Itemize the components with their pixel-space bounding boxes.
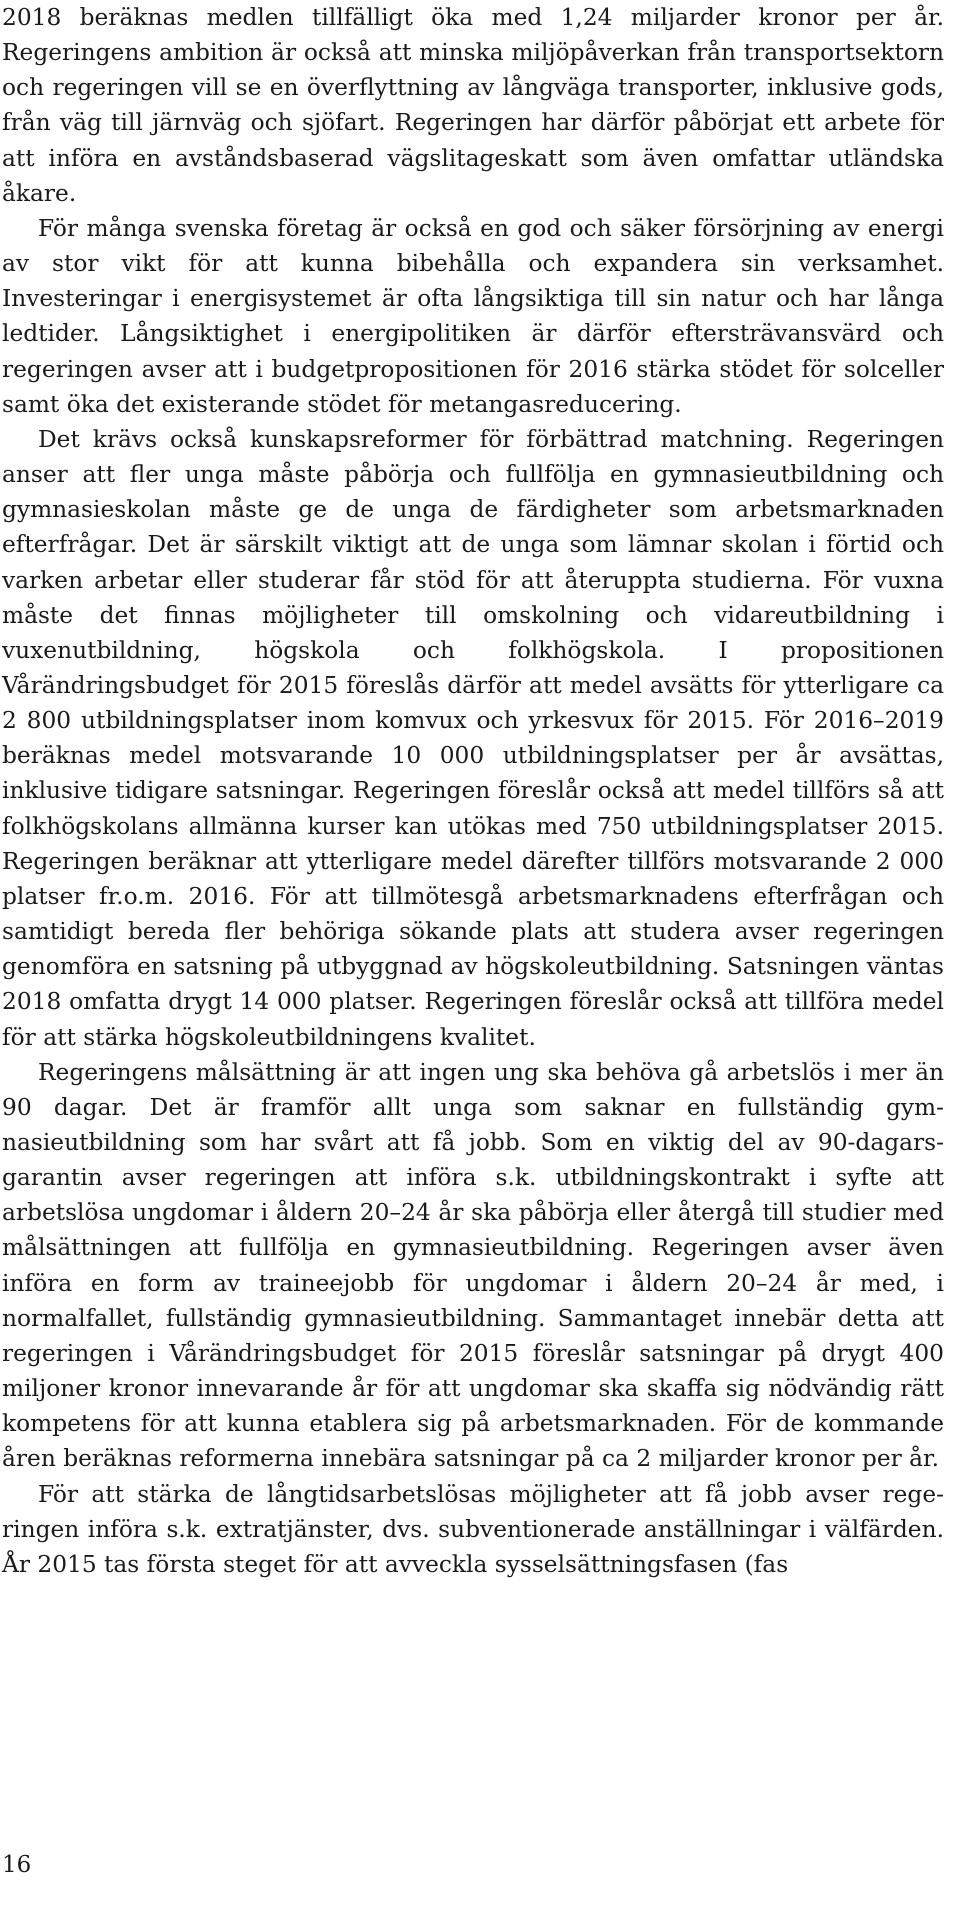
page-number: 16 [2, 1852, 32, 1878]
body-text [2, 0, 944, 1582]
paragraph-education: Det krävs också kunskapsreformer för förbättrad matchning. Regeringen anser att fler unga måste påbörja och fullfölja en gymnasieutbildning och gymnasieskolan måste ge de unga de färdigheter som arbetsmarknaden efterfrågar. Det är särskilt viktigt att de unga som lämnar skolan i förtid och varken arbetar eller studerar får stöd för att återuppta studierna. För vuxna måste det finnas möjligheter till omskolning och vidareutbildning i vuxenutbildning, högskola och folkhögskola. I propositionen Vårändringsbudget för 2015 föreslås därför att medel avsätts för ytterligare ca 2 800 utbildningsplatser inom komvux och yrkesvux för 2015. För 2016–2019 beräknas medel motsvarande 10 000 utbildningsplatser per år avsättas, inklusive tidigare satsningar. Regeringen föreslår också att medel tillförs så att folkhögskolans allmänna kurser kan utökas med 750 utbildningsplatser 2015. Regeringen beräknar att ytterligare medel därefter tillförs motsvarande 2 000 platser fr.o.m. 2016. För att tillmötesgå arbetsmarknadens efterfrågan och samtidigt bereda fler behöriga sökande plats att studera avser regeringen genomföra en satsning på utbyggnad av högskoleutbildning. Satsningen väntas 2018 omfatta drygt 14 000 platser. Regeringen föreslår också att tillföra medel för att stärka högskoleutbildningens kvalitet. [2, 425, 944, 1051]
paragraph-energy: För många svenska företag är också en god och säker försörjning av energi av stor vikt för att kunna bibehålla och expandera sin verksamhet. Investeringar i energisystemet är ofta långsiktiga till sin natur och har långa ledtider. Långsiktighet i energipolitiken är därför eftersträvansvärd och regeringen avser att i budgetpropositionen för 2016 stärka stödet för solceller samt öka det existerande stödet för metangasreducering. [2, 214, 944, 418]
paragraph-transport: 2018 beräknas medlen tillfälligt öka med 1,24 miljarder kronor per år. Regeringens ambition är också att minska miljöpåverkan från transportsektorn och regeringen vill se en överflyttning av långväga transporter, inklusive gods, från väg till järnväg och sjöfart. Regeringen har därför påbörjat ett arbete för att införa en avståndsbaserad vägslitageskatt som även omfattar utländska åkare. [2, 4, 944, 207]
paragraph-long-term-unemployed: För att stärka de långtidsarbetslösas möjligheter att få jobb avser regeringen införa s.k. extratjänster, dvs. subventionerade anställningar i välfärden. År 2015 tas första steget för att avveckla sysselsättningsfasen (fas [2, 1480, 944, 1578]
paragraph-youth-unemployment: Regeringens målsättning är att ingen ung ska behöva gå arbetslös i mer än 90 dagar. Det är framför allt unga som saknar en fullständig gymnasieutbildning som har svårt att få jobb. Som en viktig del av 90-dagarsgarantin avser regeringen att införa s.k. utbildningskontrakt i syfte att arbetslösa ungdomar i åldern 20–24 år ska påbörja eller återgå till studier med målsättningen att fullfölja en gymnasieutbildning. Regeringen avser även införa en form av traineejobb för ungdomar i åldern 20–24 år med, i normalfallet, fullständig gymnasieutbildning. Sammantaget innebär detta att regeringen i Vårändringsbudget för 2015 föreslår satsningar på drygt 400 miljoner kronor innevarande år för att ungdomar ska skaffa sig nödvändig rätt kompetens för att kunna etablera sig på arbetsmarknaden. För de kommande åren beräknas reformerna innebära satsningar på ca 2 miljarder kronor per år. [2, 1058, 944, 1473]
